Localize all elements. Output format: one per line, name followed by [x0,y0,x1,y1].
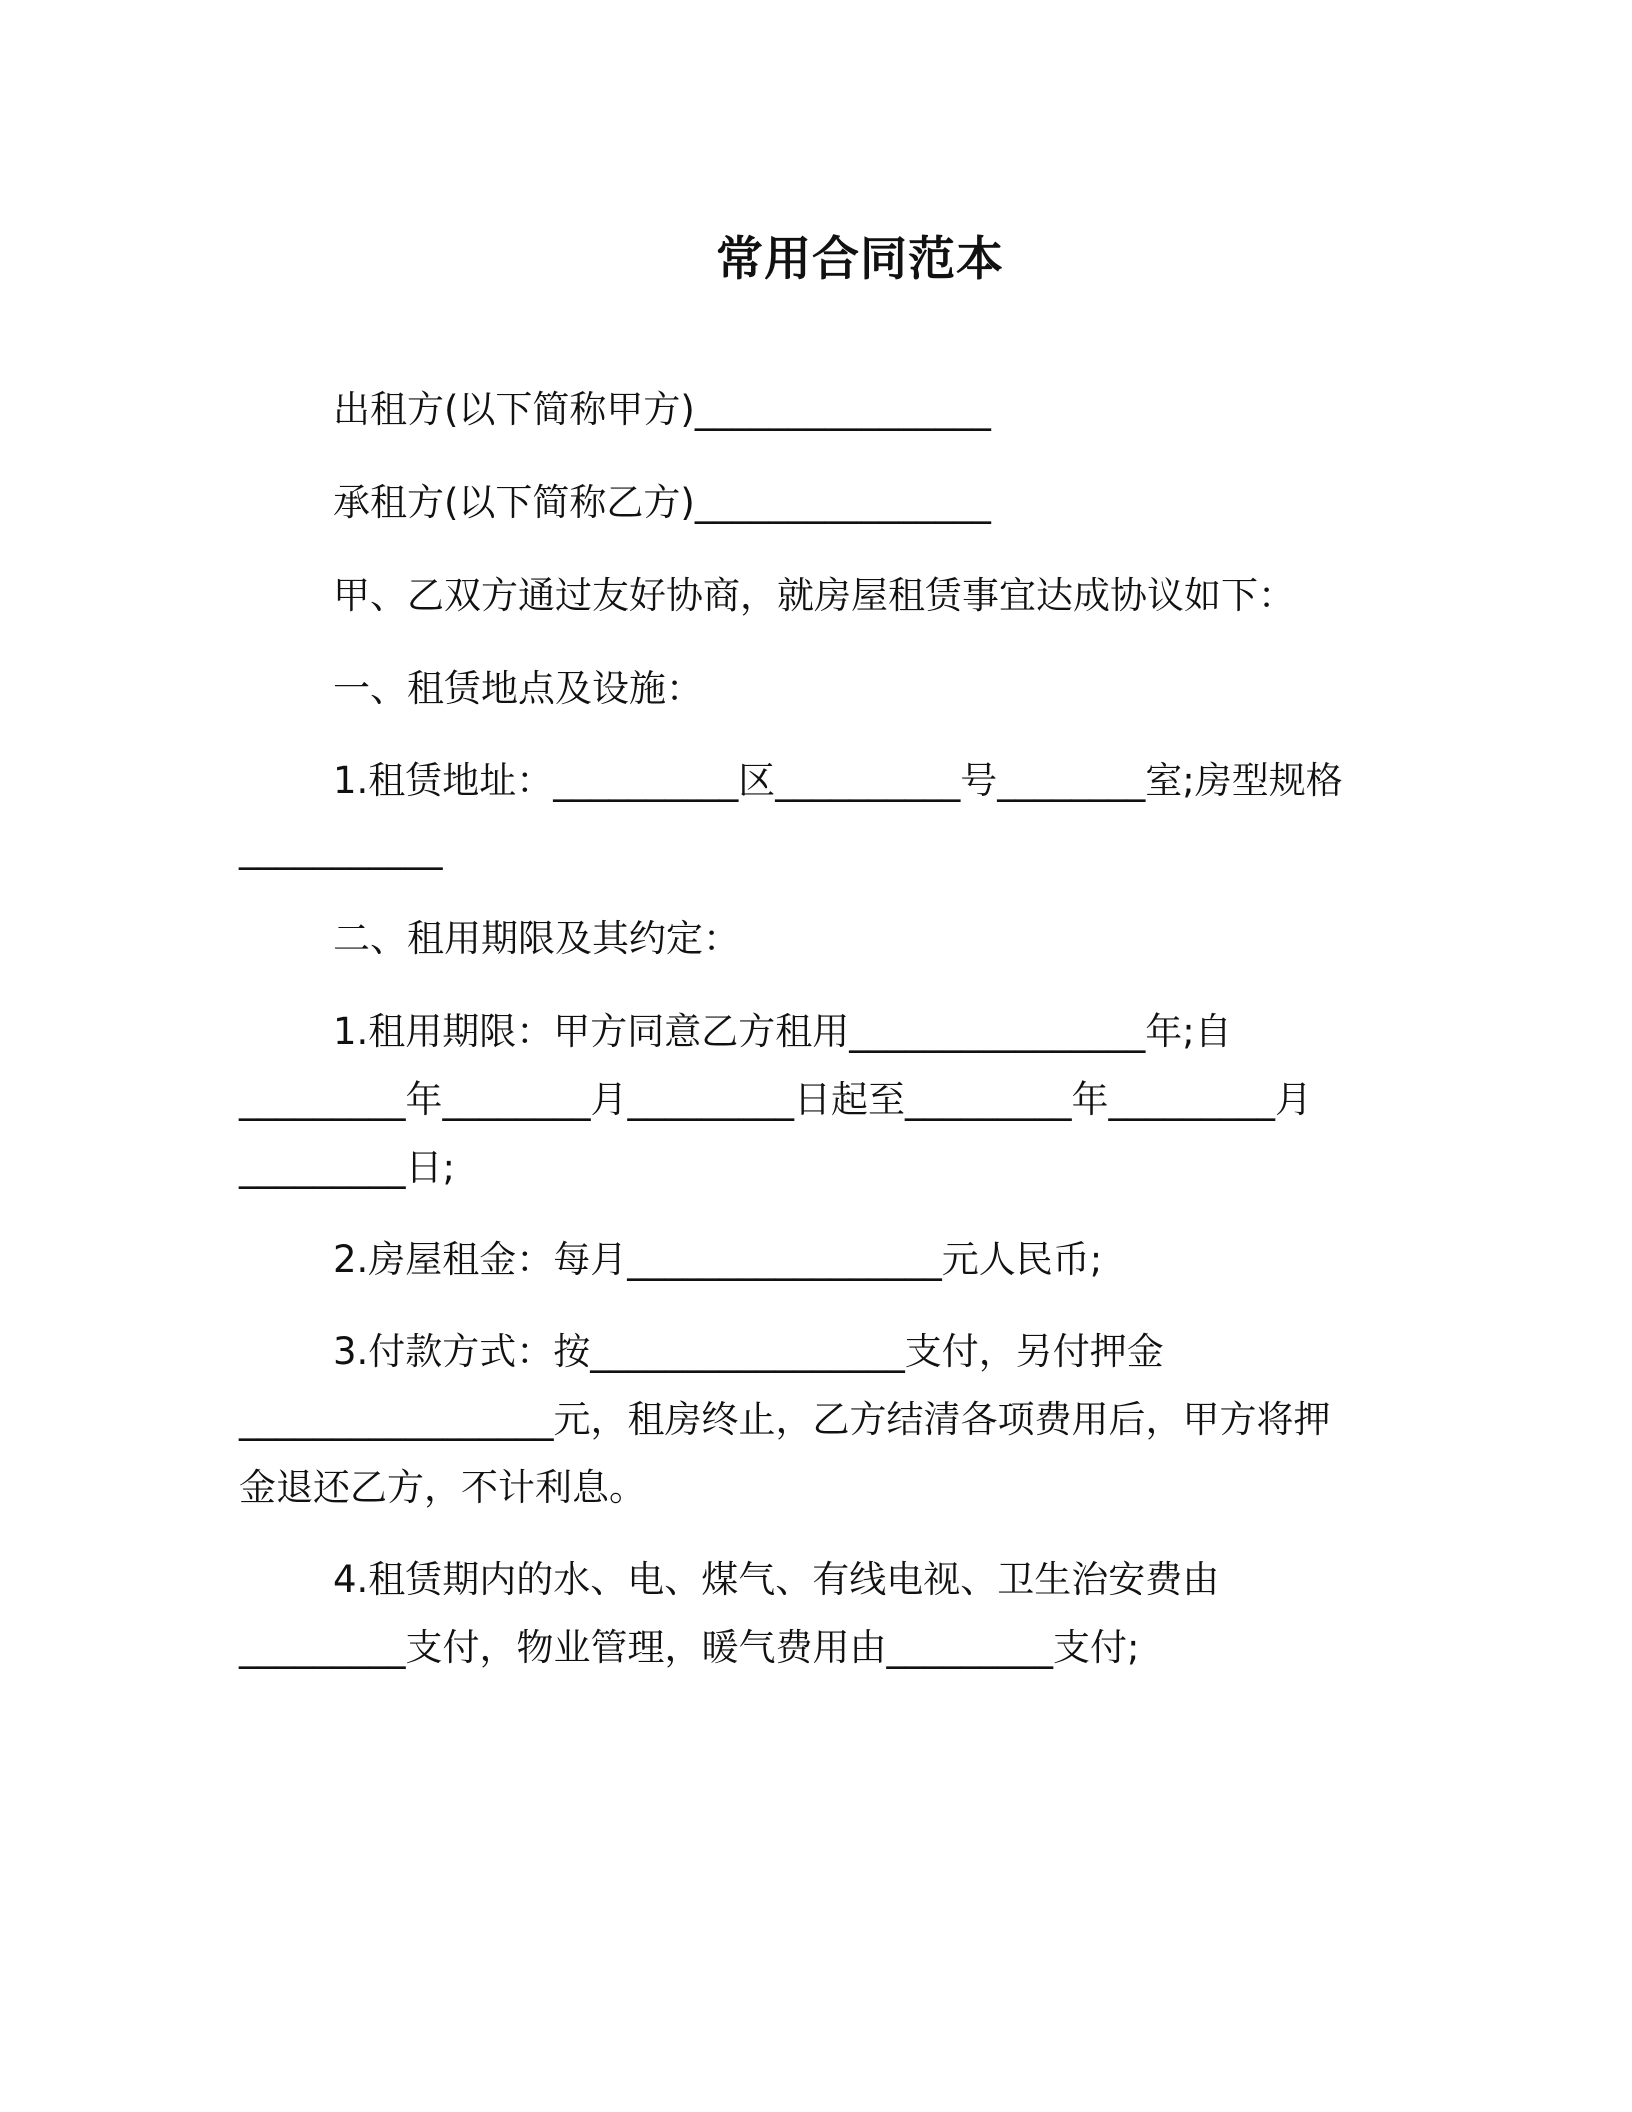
document-title: 常用合同范本 [716,232,1004,287]
clause-2-4-fees: _________支付，物业管理，暖气费用由_________支付; [239,1626,1140,1669]
clause-2-1-end: _________日; [239,1146,455,1189]
clause-2-2-rent: 2.房屋租金：每月_________________元人民币; [333,1238,1103,1281]
lessee-line: 承租方(以下简称乙方)________________ [333,481,991,524]
clause-2-1-dates: _________年________月_________日起至_________年_________月 [239,1078,1312,1121]
clause-2-3-deposit: _________________元，租房终止，乙方结清各项费用后，甲方将押 [239,1398,1331,1441]
agreement-intro: 甲、乙双方通过友好协商，就房屋租赁事宜达成协议如下： [333,574,1295,617]
clause-2-3-payment: 3.付款方式：按_________________支付，另付押金 [333,1330,1164,1373]
section-2-heading: 二、租用期限及其约定： [333,917,740,960]
clause-2-3-refund: 金退还乙方，不计利息。 [239,1466,646,1509]
section-1-heading: 一、租赁地点及设施： [333,667,703,710]
lessor-line: 出租方(以下简称甲方)________________ [333,388,991,431]
clause-1-1-address: 1.租赁地址：__________区__________号________室;房型规格 [333,759,1343,802]
clause-2-4-utilities: 4.租赁期内的水、电、煤气、有线电视、卫生治安费由 [333,1558,1220,1601]
clause-2-1-term: 1.租用期限：甲方同意乙方租用________________年;自 [333,1010,1232,1053]
clause-1-1-continued: ___________ [239,827,443,870]
